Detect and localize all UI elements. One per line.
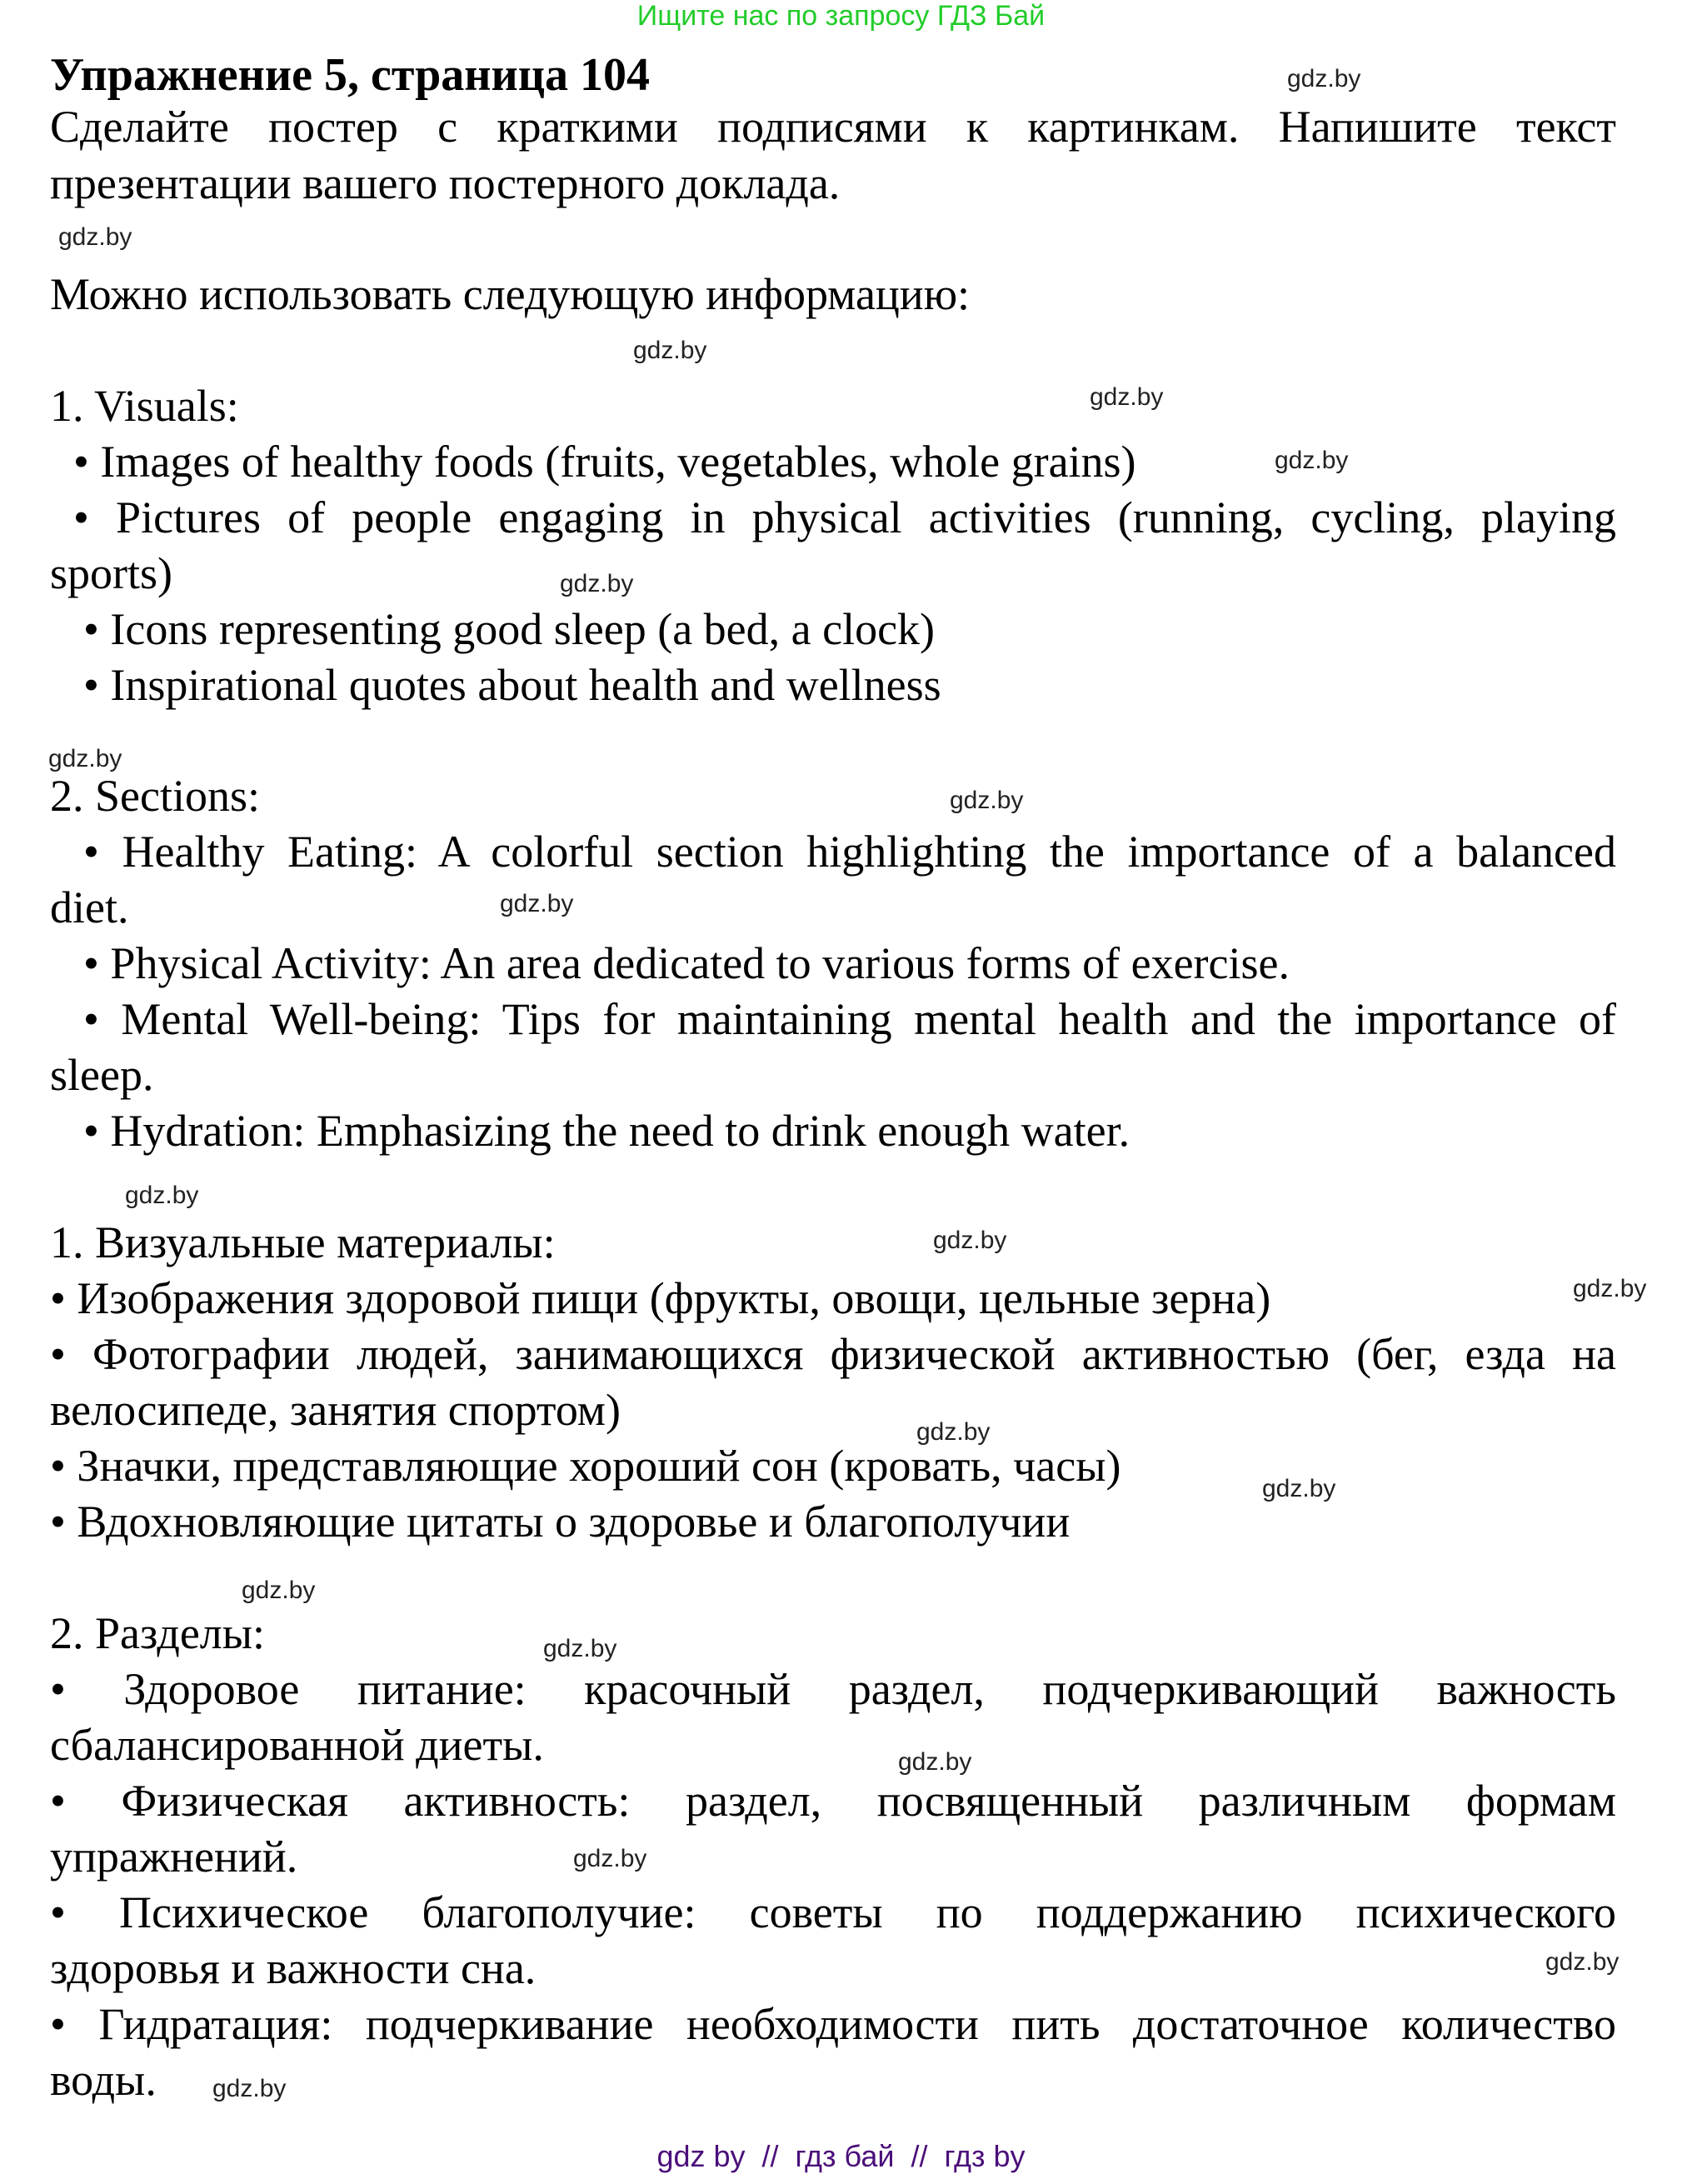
sections-heading-en: 2. Sections:: [50, 771, 260, 821]
section-item-en: • Hydration: Emphasizing the need to drink enough water.: [83, 1106, 1130, 1156]
visual-item-ru: • Вдохновляющие цитаты о здоровье и благополучии: [50, 1497, 1071, 1547]
visual-item-ru: • Изображения здоровой пищи (фрукты, овощи, цельные зерна): [50, 1273, 1271, 1323]
footer-links: gdz by // гдз бай // гдз by: [656, 2139, 1026, 2173]
section-item-ru: • Гидратация: подчеркивание необходимости пить достаточное количество: [50, 1999, 1616, 2049]
watermark: gdz.by: [212, 2075, 287, 2102]
visual-item-en: • Icons representing good sleep (a bed, a clock): [83, 604, 936, 654]
watermark: gdz.by: [242, 1577, 316, 1604]
section-item-ru-cont: здоровья и важности сна.: [50, 1943, 537, 1993]
visual-item-ru: • Значки, представляющие хороший сон (кровать, часы): [50, 1441, 1121, 1491]
watermark: gdz.by: [1287, 65, 1361, 92]
watermark: gdz.by: [1573, 1275, 1647, 1302]
watermark: gdz.by: [500, 890, 574, 917]
watermark: gdz.by: [633, 337, 707, 364]
watermark: gdz.by: [1545, 1948, 1620, 1976]
section-item-ru: • Физическая активность: раздел, посвященный различным формам: [50, 1776, 1616, 1826]
section-item-en: • Physical Activity: An area dedicated to various forms of exercise.: [83, 938, 1290, 988]
watermark: gdz.by: [543, 1635, 617, 1662]
watermark: gdz.by: [898, 1748, 972, 1776]
section-item-en-cont: diet.: [50, 882, 129, 932]
page-title: Упражнение 5, страница 104: [50, 49, 651, 101]
visual-item-ru-cont: велосипеде, занятия спортом): [50, 1385, 621, 1435]
visual-item-en: • Pictures of people engaging in physical activities (running, cycling, playing: [73, 492, 1616, 542]
watermark: gdz.by: [573, 1845, 647, 1872]
section-item-ru: • Психическое благополучие: советы по поддержанию психического: [50, 1887, 1616, 1937]
section-item-ru-cont: воды.: [50, 2055, 157, 2105]
section-item-en: • Healthy Eating: A colorful section highlighting the importance of a balanced: [83, 827, 1616, 877]
intro-text: Можно использовать следующую информацию:: [50, 269, 971, 319]
watermark: gdz.by: [916, 1418, 991, 1446]
promo-header: Ищите нас по запросу ГДЗ Бай: [636, 0, 1046, 32]
watermark: gdz.by: [125, 1182, 199, 1209]
visual-item-ru: • Фотографии людей, занимающихся физической активностью (бег, езда на: [50, 1329, 1616, 1379]
watermark: gdz.by: [950, 787, 1024, 814]
watermark: gdz.by: [933, 1227, 1007, 1254]
watermark: gdz.by: [58, 223, 132, 251]
watermark: gdz.by: [1275, 447, 1349, 474]
sections-heading-ru: 2. Разделы:: [50, 1608, 266, 1658]
section-item-ru-cont: упражнений.: [50, 1832, 298, 1882]
visual-item-en-cont: sports): [50, 548, 172, 598]
section-item-ru: • Здоровое питание: красочный раздел, подчеркивающий важность: [50, 1664, 1616, 1714]
task-line-2: презентации вашего постерного доклада.: [50, 158, 841, 208]
watermark: gdz.by: [1090, 383, 1164, 411]
task-line-1: Сделайте постер с краткими подписями к картинкам. Напишите текст: [50, 102, 1616, 152]
section-item-en: • Mental Well-being: Tips for maintaining mental health and the importance of: [83, 994, 1616, 1044]
visual-item-en: • Images of healthy foods (fruits, vegetables, whole grains): [73, 437, 1136, 487]
watermark: gdz.by: [1262, 1475, 1336, 1502]
section-item-en-cont: sleep.: [50, 1050, 154, 1100]
section-item-ru-cont: сбалансированной диеты.: [50, 1720, 544, 1770]
visuals-heading-en: 1. Visuals:: [50, 381, 239, 431]
watermark: gdz.by: [560, 570, 634, 597]
visuals-heading-ru: 1. Визуальные материалы:: [50, 1217, 556, 1267]
visual-item-en: • Inspirational quotes about health and wellness: [83, 660, 941, 710]
watermark: gdz.by: [48, 745, 122, 772]
